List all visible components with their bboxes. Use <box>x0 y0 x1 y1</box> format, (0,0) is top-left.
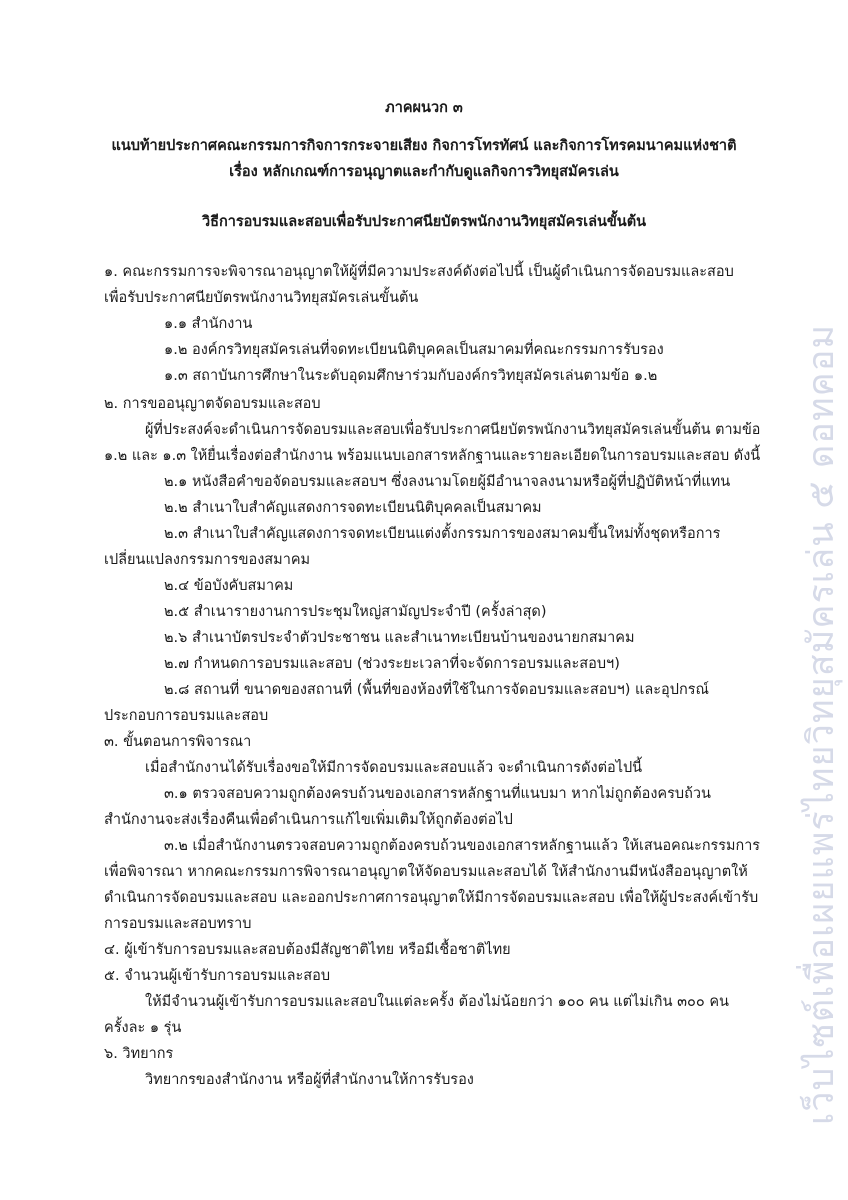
clause-6: ๖. วิทยากร <box>104 1046 174 1062</box>
clause-3-1-cont: สำนักงานจะส่งเรื่องคืนเพื่อดำเนินการแก้ไขเพิ่มเติมให้ถูกต้องต่อไป <box>104 812 513 828</box>
clause-3-2: ๓.๒ เมื่อสำนักงานตรวจสอบความถูกต้องครบถ้วนของเอกสารหลักฐานแล้ว ให้เสนอคณะกรรมการ <box>164 838 760 854</box>
clause-5: ๕. จำนวนผู้เข้ารับการอบรมและสอบ <box>104 968 331 984</box>
watermark: เว็บไซต์เพื่อเผยแพร่ไทยวิทยุสมัครเล่น ๕ ดอทคอม <box>801 323 842 1125</box>
clause-3-intro: เมื่อสำนักงานได้รับเรื่องขอให้มีการจัดอบรมและสอบแล้ว จะดำเนินการดังต่อไปนี้ <box>145 760 643 776</box>
clause-3-2-cont-3: การอบรมและสอบทราบ <box>104 916 252 932</box>
clause-1-3: ๑.๓ สถาบันการศึกษาในระดับอุดมศึกษาร่วมกับองค์กรวิทยุสมัครเล่นตามข้อ ๑.๒ <box>164 368 658 384</box>
clause-2: ๒. การขออนุญาตจัดอบรมและสอบ <box>104 396 321 412</box>
clause-1-1: ๑.๑ สำนักงาน <box>164 316 253 332</box>
clause-2-8: ๒.๘ สถานที่ ขนาดของสถานที่ (พื้นที่ของห้องที่ใช้ในการจัดอบรมและสอบฯ) และอุปกรณ์ <box>164 682 709 698</box>
header-line-2: เรื่อง หลักเกณฑ์การอนุญาตและกำกับดูแลกิจการวิทยุสมัครเล่น <box>229 164 619 180</box>
clause-3-2-cont-1: เพื่อพิจารณา หากคณะกรรมการพิจารณาอนุญาตให้จัดอบรมและสอบได้ ให้สำนักงานมีหนังสืออนุญาตให้ <box>104 864 748 880</box>
annex-title: ภาคผนวก ๓ <box>385 100 463 116</box>
clause-4: ๔. ผู้เข้ารับการอบรมและสอบต้องมีสัญชาติไทย หรือมีเชื้อชาติไทย <box>104 942 511 958</box>
clause-1: ๑. คณะกรรมการจะพิจารณาอนุญาตให้ผู้ที่มีความประสงค์ดังต่อไปนี้ เป็นผู้ดำเนินการจัดอบรมและสอบ <box>104 264 734 280</box>
clause-1-2: ๑.๒ องค์กรวิทยุสมัครเล่นที่จดทะเบียนนิติบุคคลเป็นสมาคมที่คณะกรรมการรับรอง <box>164 342 664 358</box>
clause-5-body: ให้มีจำนวนผู้เข้ารับการอบรมและสอบในแต่ละครั้ง ต้องไม่น้อยกว่า ๑๐๐ คน แต่ไม่เกิน ๓๐๐ คน <box>145 994 729 1010</box>
clause-2-4: ๒.๔ ข้อบังคับสมาคม <box>164 578 294 594</box>
clause-2-2: ๒.๒ สำเนาใบสำคัญแสดงการจดทะเบียนนิติบุคคลเป็นสมาคม <box>164 500 542 516</box>
section-title: วิธีการอบรมและสอบเพื่อรับประกาศนียบัตรพนักงานวิทยุสมัครเล่นขั้นต้น <box>201 214 647 230</box>
clause-3: ๓. ขั้นตอนการพิจารณา <box>104 734 252 750</box>
clause-6-body: วิทยากรของสำนักงาน หรือผู้ที่สำนักงานให้การรับรอง <box>145 1072 474 1088</box>
clause-3-2-cont-2: ดำเนินการจัดอบรมและสอบ และออกประกาศการอนุญาตให้มีการจัดอบรมและสอบ เพื่อให้ผู้ประสงค์เข้ารับ <box>104 890 759 906</box>
clause-2-7: ๒.๗ กำหนดการอบรมและสอบ (ช่วงระยะเวลาที่จะจัดการอบรมและสอบฯ) <box>164 656 620 672</box>
clause-2-6: ๒.๖ สำเนาบัตรประจำตัวประชาชน และสำเนาทะเบียนบ้านของนายกสมาคม <box>164 630 635 646</box>
clause-2-1: ๒.๑ หนังสือคำขอจัดอบรมและสอบฯ ซึ่งลงนามโดยผู้มีอำนาจลงนามหรือผู้ที่ปฏิบัติหน้าที่แทน <box>164 474 731 490</box>
clause-5-body-cont: ครั้งละ ๑ รุ่น <box>104 1020 182 1036</box>
clause-2-intro-cont: ๑.๒ และ ๑.๓ ให้ยื่นเรื่องต่อสำนักงาน พร้อมแนบเอกสารหลักฐานและรายละเอียดในการอบรมและสอบ ดังนี้ <box>104 448 761 464</box>
clause-2-8-cont: ประกอบการอบรมและสอบ <box>104 708 269 724</box>
clause-2-intro: ผู้ที่ประสงค์จะดำเนินการจัดอบรมและสอบเพื่อรับประกาศนียบัตรพนักงานวิทยุสมัครเล่นขั้นต้น ตามข้อ <box>145 422 761 438</box>
clause-2-3-cont: เปลี่ยนแปลงกรรมการของสมาคม <box>104 552 311 568</box>
clause-3-1: ๓.๑ ตรวจสอบความถูกต้องครบถ้วนของเอกสารหลักฐานที่แนบมา หากไม่ถูกต้องครบถ้วน <box>164 786 711 802</box>
clause-2-5: ๒.๕ สำเนารายงานการประชุมใหญ่สามัญประจำปี (ครั้งล่าสุด) <box>164 604 547 620</box>
clause-2-3: ๒.๓ สำเนาใบสำคัญแสดงการจดทะเบียนแต่งตั้งกรรมการของสมาคมขึ้นใหม่ทั้งชุดหรือการ <box>164 526 721 542</box>
clause-1-cont: เพื่อรับประกาศนียบัตรพนักงานวิทยุสมัครเล่นขั้นต้น <box>104 290 419 306</box>
header-line-1: แนบท้ายประกาศคณะกรรมการกิจการกระจายเสียง กิจการโทรทัศน์ และกิจการโทรคมนาคมแห่งชาติ <box>111 138 737 154</box>
